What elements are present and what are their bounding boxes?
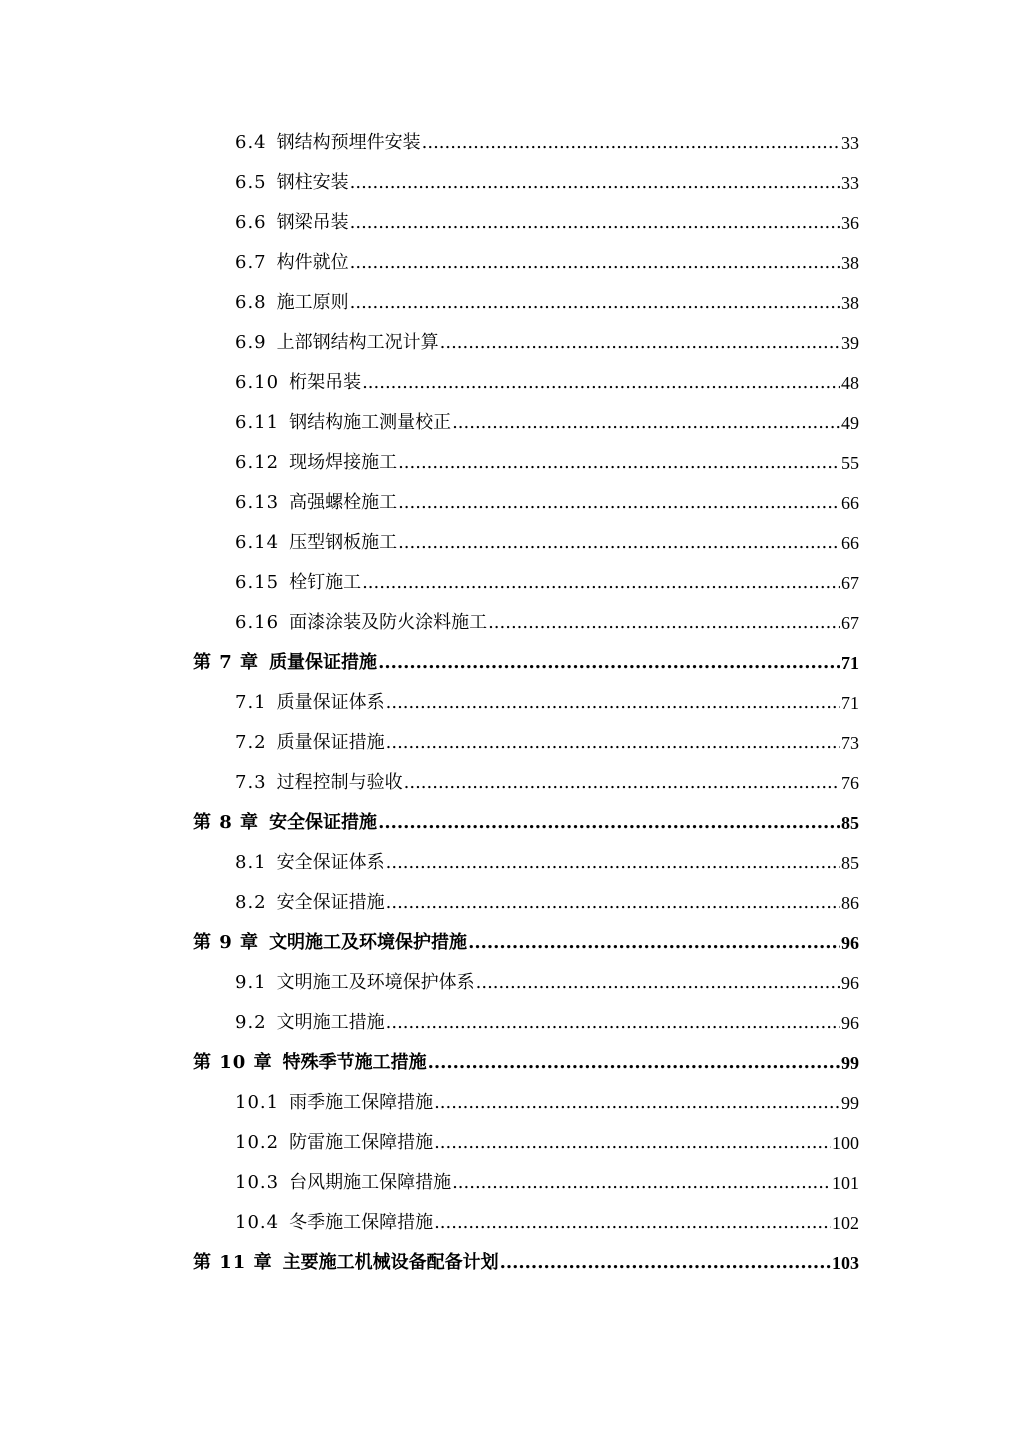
toc-entry[interactable] xyxy=(235,603,859,643)
toc-entry[interactable] xyxy=(235,403,859,443)
toc-entry-page: 102 xyxy=(832,1213,859,1233)
toc-entry[interactable] xyxy=(235,843,859,883)
toc-dot-leader xyxy=(350,203,840,243)
toc-dot-leader xyxy=(350,283,840,323)
toc-entry-page: 101 xyxy=(832,1173,859,1193)
toc-entry[interactable] xyxy=(235,163,859,203)
toc-chapter-number: 第 10 章 xyxy=(193,1052,273,1073)
toc-chapter-page: 96 xyxy=(841,933,859,953)
toc-entry-number: 7.2 xyxy=(235,732,267,753)
toc-entry[interactable] xyxy=(235,243,859,283)
toc-entry-number: 6.11 xyxy=(235,412,280,433)
toc-dot-leader xyxy=(440,323,840,363)
toc-dot-leader xyxy=(434,1123,831,1163)
toc-entry-page: 67 xyxy=(841,573,859,593)
toc-dot-leader xyxy=(452,1163,831,1203)
toc-chapter-number: 第 9 章 xyxy=(193,932,260,953)
toc-entry-title: 雨季施工保障措施 xyxy=(289,1092,434,1113)
toc-entry-page: 96 xyxy=(841,1013,859,1033)
toc-chapter-number: 第 7 章 xyxy=(193,652,260,673)
toc-entry-number: 8.2 xyxy=(235,892,267,913)
toc-entry-page: 38 xyxy=(841,253,859,273)
toc-dot-leader xyxy=(468,923,840,963)
toc-entry-title: 质量保证措施 xyxy=(276,732,385,753)
toc-entry-number: 7.3 xyxy=(235,772,267,793)
toc-entry-title: 施工原则 xyxy=(276,292,349,313)
toc-entry[interactable] xyxy=(235,203,859,243)
toc-chapter-title: 特殊季节施工措施 xyxy=(282,1052,427,1073)
toc-dot-leader xyxy=(362,363,840,403)
toc-entry-number: 10.1 xyxy=(235,1092,280,1113)
toc-entry-page: 55 xyxy=(841,453,859,473)
toc-entry-page: 85 xyxy=(841,853,859,873)
toc-entry-title: 安全保证体系 xyxy=(276,852,385,873)
toc-dot-leader xyxy=(378,803,840,843)
toc-entry-number: 10.2 xyxy=(235,1132,280,1153)
toc-dot-leader xyxy=(434,1083,840,1123)
toc-entry-page: 33 xyxy=(841,133,859,153)
toc-entry[interactable] xyxy=(235,883,859,923)
toc-entry-page: 36 xyxy=(841,213,859,233)
toc-entry[interactable] xyxy=(235,283,859,323)
toc-dot-leader xyxy=(434,1203,831,1243)
toc-entry-title: 钢结构预埋件安装 xyxy=(276,132,421,153)
toc-entry-page: 38 xyxy=(841,293,859,313)
toc-entry[interactable] xyxy=(235,323,859,363)
toc-dot-leader xyxy=(452,403,840,443)
toc-dot-leader xyxy=(386,1003,840,1043)
toc-entry[interactable] xyxy=(235,683,859,723)
toc-entry[interactable] xyxy=(235,363,859,403)
toc-chapter-title: 质量保证措施 xyxy=(269,652,378,673)
toc-entry-number: 6.10 xyxy=(235,372,280,393)
toc-chapter-entry[interactable] xyxy=(193,1243,859,1283)
toc-entry[interactable] xyxy=(235,1163,859,1203)
toc-dot-leader xyxy=(386,843,840,883)
toc-chapter-entry[interactable] xyxy=(193,923,859,963)
toc-entry-page: 48 xyxy=(841,373,859,393)
toc-entry-number: 10.3 xyxy=(235,1172,280,1193)
toc-entry-number: 10.4 xyxy=(235,1212,280,1233)
toc-entry-number: 6.4 xyxy=(235,132,267,153)
toc-entry-title: 桁架吊装 xyxy=(289,372,362,393)
toc-entry-title: 面漆涂装及防火涂料施工 xyxy=(289,612,488,633)
toc-entry-title: 台风期施工保障措施 xyxy=(289,1172,452,1193)
toc-entry-title: 冬季施工保障措施 xyxy=(289,1212,434,1233)
toc-entry-number: 6.16 xyxy=(235,612,280,633)
toc-entry-number: 6.6 xyxy=(235,212,267,233)
toc-dot-leader xyxy=(428,1043,840,1083)
toc-entry-title: 压型钢板施工 xyxy=(289,532,398,553)
toc-entry-page: 96 xyxy=(841,973,859,993)
toc-entry-title: 钢梁吊装 xyxy=(276,212,349,233)
toc-entry-page: 76 xyxy=(841,773,859,793)
toc-entry-number: 6.5 xyxy=(235,172,267,193)
toc-chapter-number: 第 8 章 xyxy=(193,812,260,833)
toc-dot-leader xyxy=(500,1243,831,1283)
toc-entry-page: 66 xyxy=(841,533,859,553)
toc-chapter-entry[interactable] xyxy=(193,803,859,843)
toc-entry[interactable] xyxy=(235,483,859,523)
toc-entry-page: 39 xyxy=(841,333,859,353)
toc-entry-number: 6.14 xyxy=(235,532,280,553)
toc-chapter-title: 主要施工机械设备配备计划 xyxy=(282,1252,499,1273)
toc-dot-leader xyxy=(386,883,840,923)
toc-dot-leader xyxy=(386,723,840,763)
toc-chapter-page: 71 xyxy=(841,653,859,673)
toc-dot-leader xyxy=(362,563,840,603)
toc-dot-leader xyxy=(422,123,840,163)
toc-entry-title: 钢结构施工测量校正 xyxy=(289,412,452,433)
toc-entry[interactable] xyxy=(235,443,859,483)
toc-entry-page: 67 xyxy=(841,613,859,633)
toc-entry[interactable] xyxy=(235,123,859,163)
toc-entry-number: 7.1 xyxy=(235,692,267,713)
toc-dot-leader xyxy=(398,523,840,563)
toc-entry-number: 6.7 xyxy=(235,252,267,273)
toc-entry-title: 安全保证措施 xyxy=(276,892,385,913)
toc-dot-leader xyxy=(378,643,840,683)
toc-dot-leader xyxy=(350,243,840,283)
toc-entry-page: 71 xyxy=(841,693,859,713)
toc-chapter-title: 文明施工及环境保护措施 xyxy=(269,932,468,953)
toc-entry-number: 8.1 xyxy=(235,852,267,873)
toc-entry-title: 现场焊接施工 xyxy=(289,452,398,473)
toc-entry-title: 构件就位 xyxy=(276,252,349,273)
toc-dot-leader xyxy=(404,763,840,803)
toc-entry-title: 栓钉施工 xyxy=(289,572,362,593)
toc-dot-leader xyxy=(398,483,840,523)
toc-dot-leader xyxy=(488,603,840,643)
toc-chapter-entry[interactable] xyxy=(193,643,859,683)
toc-entry-page: 66 xyxy=(841,493,859,513)
toc-entry-title: 钢柱安装 xyxy=(276,172,349,193)
toc-entry-title: 质量保证体系 xyxy=(276,692,385,713)
toc-entry-page: 86 xyxy=(841,893,859,913)
toc-entry-number: 9.2 xyxy=(235,1012,267,1033)
toc-entry-page: 99 xyxy=(841,1093,859,1113)
toc-entry-number: 6.9 xyxy=(235,332,267,353)
toc-dot-leader xyxy=(350,163,840,203)
toc-entry-page: 73 xyxy=(841,733,859,753)
toc-entry[interactable] xyxy=(235,1083,859,1123)
toc-chapter-page: 103 xyxy=(832,1253,859,1273)
toc-entry-number: 9.1 xyxy=(235,972,267,993)
toc-entry[interactable] xyxy=(235,563,859,603)
toc-entry-title: 文明施工及环境保护体系 xyxy=(276,972,475,993)
toc-entry[interactable] xyxy=(235,1203,859,1243)
toc-chapter-entry[interactable] xyxy=(193,1043,859,1083)
toc-entry-page: 100 xyxy=(832,1133,859,1153)
toc-dot-leader xyxy=(386,683,840,723)
toc-entry-title: 高强螺栓施工 xyxy=(289,492,398,513)
toc-entry[interactable] xyxy=(235,1123,859,1163)
toc-entry-title: 上部钢结构工况计算 xyxy=(276,332,439,353)
toc-entry[interactable] xyxy=(235,1003,859,1043)
toc-entry-page: 33 xyxy=(841,173,859,193)
toc-chapter-number: 第 11 章 xyxy=(193,1252,273,1273)
toc-entry-title: 文明施工措施 xyxy=(276,1012,385,1033)
toc-entry-title: 防雷施工保障措施 xyxy=(289,1132,434,1153)
toc-entry-page: 49 xyxy=(841,413,859,433)
toc-entry-number: 6.13 xyxy=(235,492,280,513)
toc-chapter-title: 安全保证措施 xyxy=(269,812,378,833)
toc-chapter-page: 85 xyxy=(841,813,859,833)
toc-entry-title: 过程控制与验收 xyxy=(276,772,403,793)
toc-chapter-page: 99 xyxy=(841,1053,859,1073)
toc-dot-leader xyxy=(476,963,840,1003)
toc-entry[interactable] xyxy=(235,523,859,563)
toc-entry-number: 6.12 xyxy=(235,452,280,473)
toc-entry[interactable] xyxy=(235,963,859,1003)
toc-entry-number: 6.8 xyxy=(235,292,267,313)
toc-entry-number: 6.15 xyxy=(235,572,280,593)
toc-entry[interactable] xyxy=(235,723,859,763)
toc-dot-leader xyxy=(398,443,840,483)
toc-entry[interactable] xyxy=(235,763,859,803)
